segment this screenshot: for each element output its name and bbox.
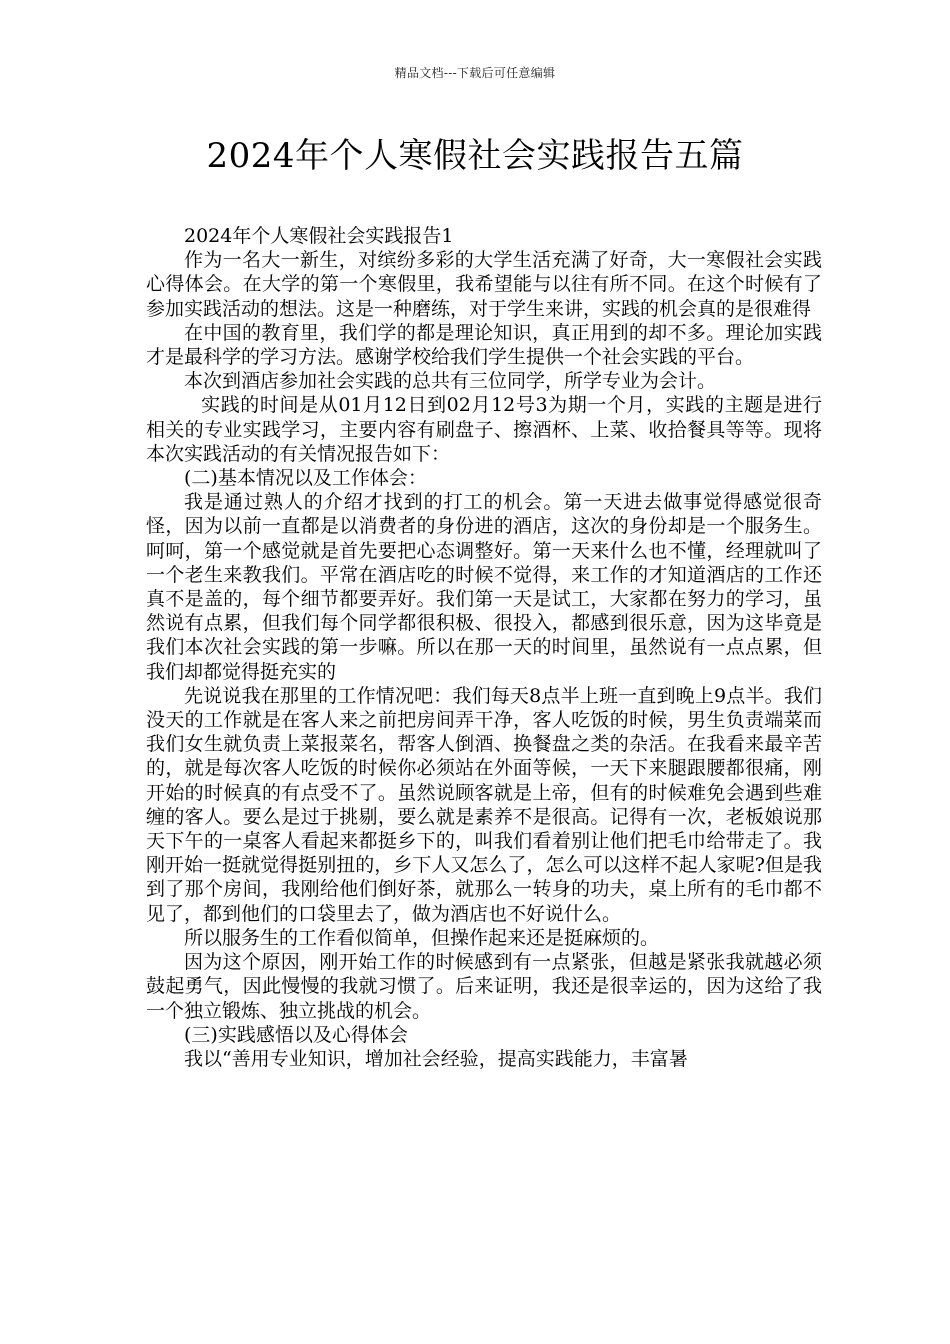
document-body [146,224,822,1071]
paragraph: 实践的时间是从01月12日到02月12号3为期一个月，实践的主题是进行相关的专业实践学习，主要内容有刷盘子、擦酒杯、上菜、收拾餐具等等。现将本次实践活动的有关情况报告如下： [146,394,822,465]
paragraph: 所以服务生的工作看似简单，但操作起来还是挺麻烦的。 [184,926,660,949]
section-heading: (二)基本情况以及工作体会： [184,467,427,490]
page-header: 精品文档---下载后可任意编辑 [394,66,556,80]
section-heading: (三)实践感悟以及心得体会 [184,1023,408,1046]
document-title: 2024年个人寒假社会实践报告五篇 [206,136,744,176]
paragraph: 作为一名大一新生，对缤纷多彩的大学生活充满了好奇，大一寒假社会实践心得体会。在大学的第一个寒假里，我希望能与以往有所不同。在这个时候有了参加实践活动的想法。这是一种磨练，对于学生来讲，实践的机会真的是很难得 [146,249,822,320]
paragraph: 因为这个原因，刚开始工作的时候感到有一点紧张，但越是紧张我就越必须鼓起勇气，因此慢慢的我就习惯了。后来证明，我还是很幸运的，因为这给了我一个独立锻炼、独立挑战的机会。 [146,951,822,1022]
paragraph: 本次到酒店参加社会实践的总共有三位同学，所学专业为会计。 [184,370,717,393]
section-heading: 2024年个人寒假社会实践报告1 [184,225,454,247]
paragraph: 我以“善用专业知识，增加社会经验，提高实践能力，丰富暑 [184,1047,688,1070]
paragraph: 先说说我在那里的工作情况吧：我们每天8点半上班一直到晚上9点半。我们没天的工作就是在客人来之前把房间弄干净，客人吃饭的时候，男生负责端菜而我们女生就负责上菜报菜名，帮客人倒酒、换餐盘之类的杂活。在我看来最辛苦的，就是每次客人吃饭的时候你必须站在外面等候，一天下来腿跟腰都很痛，刚开始的时候真的有点受不了。虽然说顾客就是上帝，但有的时候难免会遇到些难缠的客人。要么是过于挑剔，要么就是素养不是很高。记得有一次，老板娘说那天下午的一桌客人看起来都挺乡下的，叫我们看着别让他们把毛巾给带走了。我刚开始一挺就觉得挺别扭的，乡下人又怎么了，怎么可以这样不起人家呢?但是我到了那个房间，我刚给他们倒好茶，就那么一转身的功夫，桌上所有的毛巾都不见了，都到他们的口袋里去了，做为酒店也不好说什么。 [146,684,822,925]
paragraph: 在中国的教育里，我们学的都是理论知识，真正用到的却不多。理论加实践才是最科学的学习方法。感谢学校给我们学生提供一个社会实践的平台。 [146,321,822,369]
paragraph: 我是通过熟人的介绍才找到的打工的机会。第一天进去做事觉得感觉很奇怪，因为以前一直都是以消费者的身份进的酒店，这次的身份却是一个服务生。呵呵，第一个感觉就是首先要把心态调整好。第一天来什么也不懂，经理就叫了一个老生来教我们。平常在酒店吃的时候不觉得，来工作的才知道酒店的工作还真不是盖的，每个细节都要弄好。我们第一天是试工，大家都在努力的学习，虽然说有点累，但我们每个同学都很积极、很投入，都感到很乐意，因为这毕竟是我们本次社会实践的第一步嘛。所以在那一天的时间里，虽然说有一点点累，但我们却都觉得挺充实的 [146,491,822,683]
